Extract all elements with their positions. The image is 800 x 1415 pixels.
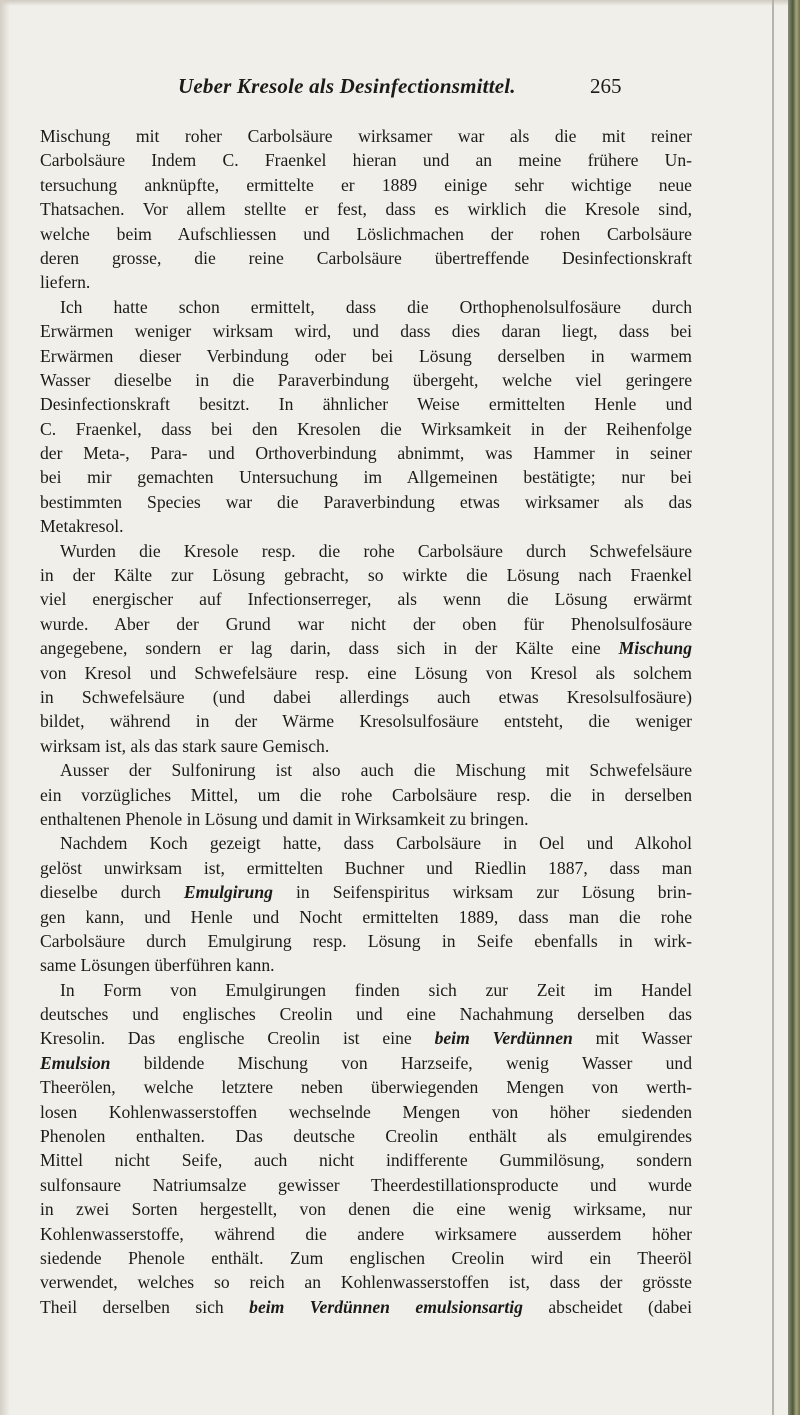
text-line — [40, 1026, 692, 1050]
text-run: Desinfectionskraft besitzt. In ähnlicher Weise ermittelten Henle und — [40, 394, 692, 415]
text-run: abscheidet (dabei — [522, 1296, 692, 1317]
text-run: In Form von Emulgirungen finden sich zur Zeit im Handel — [60, 979, 692, 1000]
page-number: 265 — [590, 74, 622, 98]
text-run: in der Kälte zur Lösung gebracht, so wirkte die Lösung nach Fraenkel — [40, 565, 692, 586]
text-run: Carbolsäure Indem C. Fraenkel hieran und an meine frühere Un- — [40, 150, 692, 171]
text-line — [40, 1075, 692, 1099]
text-run: bildet, während in der Wärme Kresolsulfosäure entsteht, die weniger — [40, 711, 692, 732]
text-line — [40, 197, 692, 221]
text-line — [40, 929, 692, 953]
text-line — [40, 807, 692, 831]
text-line — [40, 1051, 692, 1075]
text-run: bestimmten Species war die Paraverbindung etwas wirksamer als das — [40, 491, 692, 512]
text-run: Wurden die Kresole resp. die rohe Carbolsäure durch Schwefelsäure — [60, 540, 692, 561]
text-line — [40, 856, 692, 880]
text-line — [40, 148, 692, 172]
text-run: verwendet, welches so reich an Kohlenwasserstoffen ist, dass der grösste — [40, 1272, 692, 1293]
text-run: der Meta-, Para- und Orthoverbindung abnimmt, was Hammer in seiner — [40, 443, 692, 464]
text-line — [40, 173, 692, 197]
text-line — [40, 1148, 692, 1172]
text-line — [40, 661, 692, 685]
text-line — [40, 368, 692, 392]
text-run: Mischung mit roher Carbolsäure wirksamer war als die mit reiner — [40, 126, 692, 146]
page-left-shadow — [0, 0, 10, 1415]
text-run: Phenolen enthalten. Das deutsche Creolin enthält als emulgirendes — [40, 1126, 692, 1147]
emphasis-run: beim Verdünnen emulsionsartig — [249, 1296, 523, 1317]
text-run: Kresolin. Das englische Creolin ist eine — [40, 1028, 435, 1049]
text-run: liefern. — [40, 272, 91, 293]
text-run: losen Kohlenwasserstoffen wechselnde Mengen von höher siedenden — [40, 1101, 692, 1122]
text-line — [40, 1124, 692, 1148]
text-line — [40, 270, 692, 294]
text-run: Thatsachen. Vor allem stellte er fest, dass es wirklich die Kresole sind, — [40, 199, 692, 220]
text-line — [40, 636, 692, 660]
text-line — [40, 344, 692, 368]
text-line — [40, 880, 692, 904]
text-line — [40, 222, 692, 246]
text-run: gen kann, und Henle und Nocht ermittelten 1889, dass man die rohe — [40, 906, 692, 927]
text-run: deren grosse, die reine Carbolsäure übertreffende Desinfectionskraft — [40, 247, 692, 268]
body-text — [40, 124, 692, 1319]
text-line — [40, 295, 692, 319]
text-line — [40, 734, 692, 758]
text-line — [40, 1222, 692, 1246]
text-line — [40, 1270, 692, 1294]
page-top-shadow — [0, 0, 788, 6]
text-run: same Lösungen überführen kann. — [40, 955, 275, 976]
text-run: Carbolsäure durch Emulgirung resp. Lösung in Seife ebenfalls in wirk- — [40, 930, 692, 951]
text-run: C. Fraenkel, dass bei den Kresolen die Wirksamkeit in der Reihenfolge — [40, 418, 692, 439]
text-line — [40, 758, 692, 782]
text-line — [40, 563, 692, 587]
running-title: Ueber Kresole als Desinfectionsmittel. — [178, 74, 516, 98]
text-run: tersuchung anknüpfte, ermittelte er 1889 einige sehr wichtige neue — [40, 174, 692, 195]
text-run: Mittel nicht Seife, auch nicht indifferente Gummilösung, sondern — [40, 1150, 692, 1171]
text-line — [40, 978, 692, 1002]
emphasis-run: Emulsion — [40, 1052, 111, 1073]
text-run: wurde. Aber der Grund war nicht der oben für Phenolsulfosäure — [40, 613, 692, 634]
text-line — [40, 319, 692, 343]
text-run: Erwärmen dieser Verbindung oder bei Lösung derselben in warmem — [40, 345, 692, 366]
text-line — [40, 124, 692, 148]
text-line — [40, 1295, 692, 1319]
text-run: Kohlenwasserstoffe, während die andere wirksamere ausserdem höher — [40, 1223, 692, 1244]
text-line — [40, 905, 692, 929]
emphasis-run: Emulgirung — [183, 882, 273, 903]
text-run: Theerölen, welche letztere neben überwiegenden Mengen von werth- — [40, 1077, 692, 1098]
text-run: Nachdem Koch gezeigt hatte, dass Carbolsäure in Oel und Alkohol — [60, 833, 692, 854]
text-line — [40, 1197, 692, 1221]
text-line — [40, 490, 692, 514]
text-run: von Kresol und Schwefelsäure resp. eine Lösung von Kresol als solchem — [40, 662, 692, 683]
text-line — [40, 612, 692, 636]
text-run: wirksam ist, als das stark saure Gemisch. — [40, 735, 330, 756]
text-run: siedende Phenole enthält. Zum englischen Creolin wird ein Theeröl — [40, 1247, 692, 1268]
text-line — [40, 246, 692, 270]
text-run: mit Wasser — [572, 1028, 692, 1049]
text-run: dieselbe durch — [40, 882, 184, 903]
text-run: sulfonsaure Natriumsalze gewisser Theerdestillationsproducte und wurde — [40, 1174, 692, 1195]
text-run: deutsches und englisches Creolin und eine Nachahmung derselben das — [40, 1004, 692, 1025]
text-line — [40, 953, 692, 977]
text-line — [40, 465, 692, 489]
page-fold-line — [772, 0, 774, 1415]
text-line — [40, 831, 692, 855]
text-run: gelöst unwirksam ist, ermittelten Buchner und Riedlin 1887, dass man — [40, 857, 692, 878]
text-line — [40, 539, 692, 563]
text-run: Ich hatte schon ermittelt, dass die Orthophenolsulfosäure durch — [60, 296, 692, 317]
text-line — [40, 1002, 692, 1026]
text-line — [40, 1100, 692, 1124]
text-line — [40, 783, 692, 807]
text-line — [40, 417, 692, 441]
text-run: ein vorzügliches Mittel, um die rohe Carbolsäure resp. die in derselben — [40, 784, 692, 805]
text-run: bei mir gemachten Untersuchung im Allgemeinen bestätigte; nur bei — [40, 467, 692, 488]
text-run: bildende Mischung von Harzseife, wenig Wasser und — [110, 1052, 692, 1073]
emphasis-run: Mischung — [618, 638, 692, 659]
text-run: Theil derselben sich — [40, 1296, 250, 1317]
text-run: Metakresol. — [40, 516, 124, 537]
text-line — [40, 392, 692, 416]
text-line — [40, 1246, 692, 1270]
text-run: Ausser der Sulfonirung ist also auch die Mischung mit Schwefelsäure — [60, 760, 692, 781]
text-line — [40, 587, 692, 611]
text-run: in Seifenspiritus wirksam zur Lösung brin- — [272, 882, 692, 903]
text-line — [40, 709, 692, 733]
text-run: in zwei Sorten hergestellt, von denen die eine wenig wirksame, nur — [40, 1199, 692, 1220]
text-line — [40, 441, 692, 465]
text-run: Erwärmen weniger wirksam wird, und dass dies daran liegt, dass bei — [40, 321, 692, 342]
text-run: viel energischer auf Infectionserreger, als wenn die Lösung erwärmt — [40, 589, 692, 610]
text-run: welche beim Aufschliessen und Löslichmachen der rohen Carbolsäure — [40, 223, 692, 244]
text-run: Wasser dieselbe in die Paraverbindung übergeht, welche viel geringere — [40, 369, 692, 390]
emphasis-run: beim Verdünnen — [434, 1028, 573, 1049]
text-run: angegebene, sondern er lag darin, dass sich in der Kälte eine — [40, 638, 619, 659]
text-line — [40, 1173, 692, 1197]
text-line — [40, 514, 692, 538]
text-run: enthaltenen Phenole in Lösung und damit in Wirksamkeit zu bringen. — [40, 808, 529, 829]
text-run: in Schwefelsäure (und dabei allerdings auch etwas Kresolsulfosäure) — [40, 686, 692, 707]
book-edge — [788, 0, 800, 1415]
text-line — [40, 685, 692, 709]
